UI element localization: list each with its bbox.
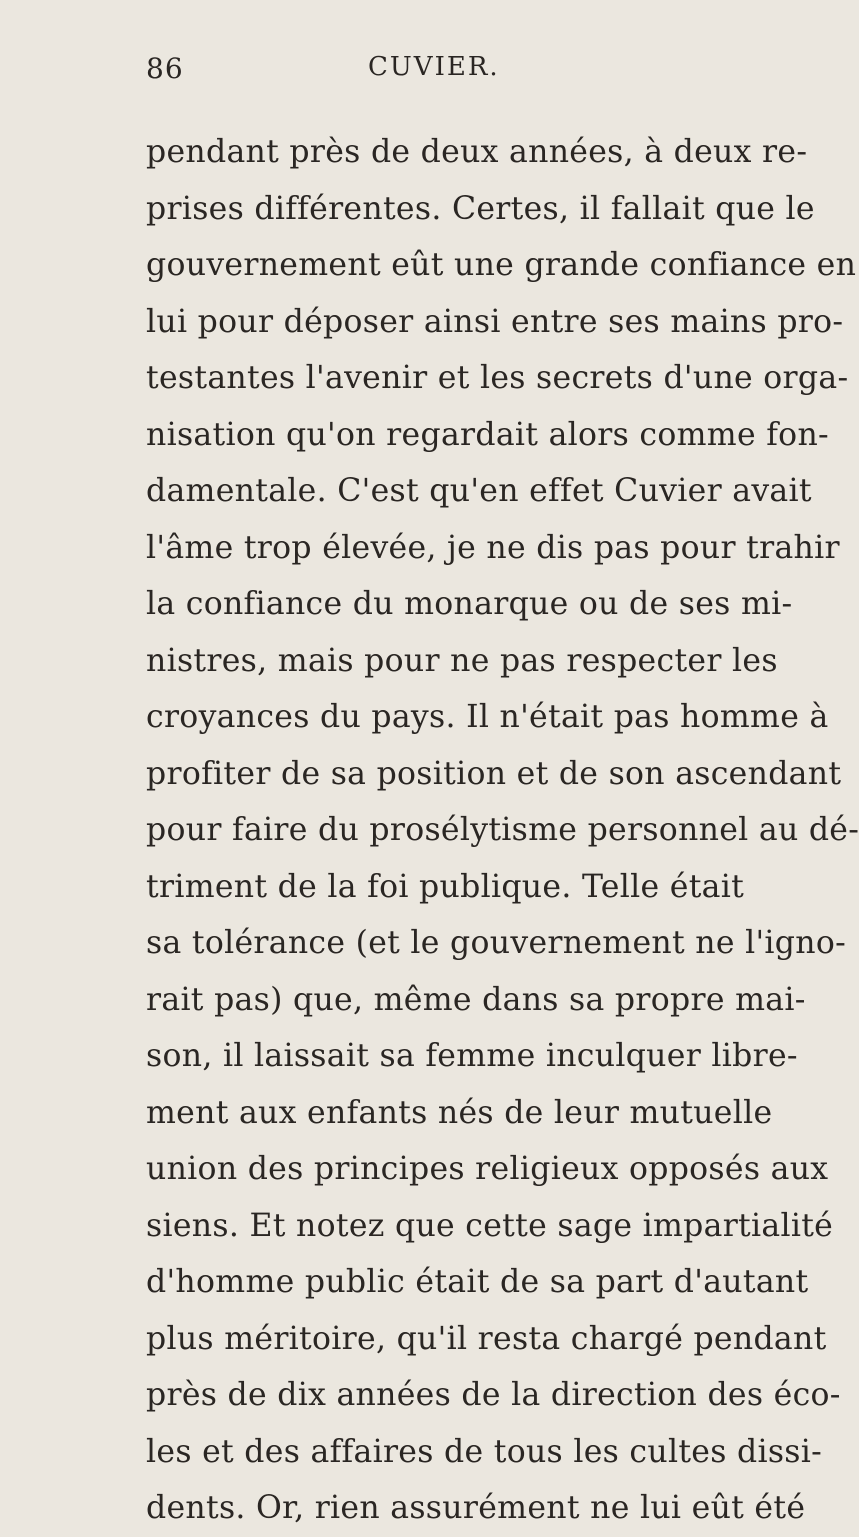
running-title: CUVIER. [368,52,500,82]
page-number: 86 [146,52,184,85]
text-line: nisation qu'on regardait alors comme fon- [146,416,829,453]
text-line: prises différentes. Certes, il fallait que le [146,190,815,227]
text-line: profiter de sa position et de son ascendant [146,755,842,792]
text-line: l'âme trop élevée, je ne dis pas pour trahir [146,529,840,566]
text-line: ment aux enfants nés de leur mutuelle [146,1094,773,1131]
text-line: siens. Et notez que cette sage impartialité [146,1207,834,1244]
text-line: gouvernement eût une grande confiance en [146,247,857,283]
text-line: croyances du pays. Il n'était pas homme à [146,699,829,735]
page-header [0,52,801,92]
text-line: dents. Or, rien assurément ne lui eût été [146,1490,806,1526]
text-line: triment de la foi publique. Telle était [146,868,745,905]
text-line: nistres, mais pour ne pas respecter les [146,642,778,679]
text-line: la confiance du monarque ou de ses mi- [146,586,793,622]
text-line: plus méritoire, qu'il resta chargé pendant [146,1320,827,1357]
text-line: son, il laissait sa femme inculquer libre- [146,1038,798,1074]
text-line: union des principes religieux opposés aux [146,1151,829,1187]
text-line: les et des affaires de tous les cultes dissi- [146,1433,823,1470]
body-paragraph [146,124,859,1537]
text-line: près de dix années de la direction des éco- [146,1377,841,1413]
text-line: sa tolérance (et le gouvernement ne l'igno- [146,925,847,961]
text-line: pendant près de deux années, à deux re- [146,134,808,170]
text-line: damentale. C'est qu'en effet Cuvier avait [146,473,812,509]
text-line: testantes l'avenir et les secrets d'une orga- [146,360,849,396]
text-line: lui pour déposer ainsi entre ses mains pro- [146,303,844,340]
text-line: rait pas) que, même dans sa propre mai- [146,981,806,1018]
text-line: pour faire du prosélytisme personnel au dé- [146,812,859,848]
text-line: d'homme public était de sa part d'autant [146,1264,809,1300]
